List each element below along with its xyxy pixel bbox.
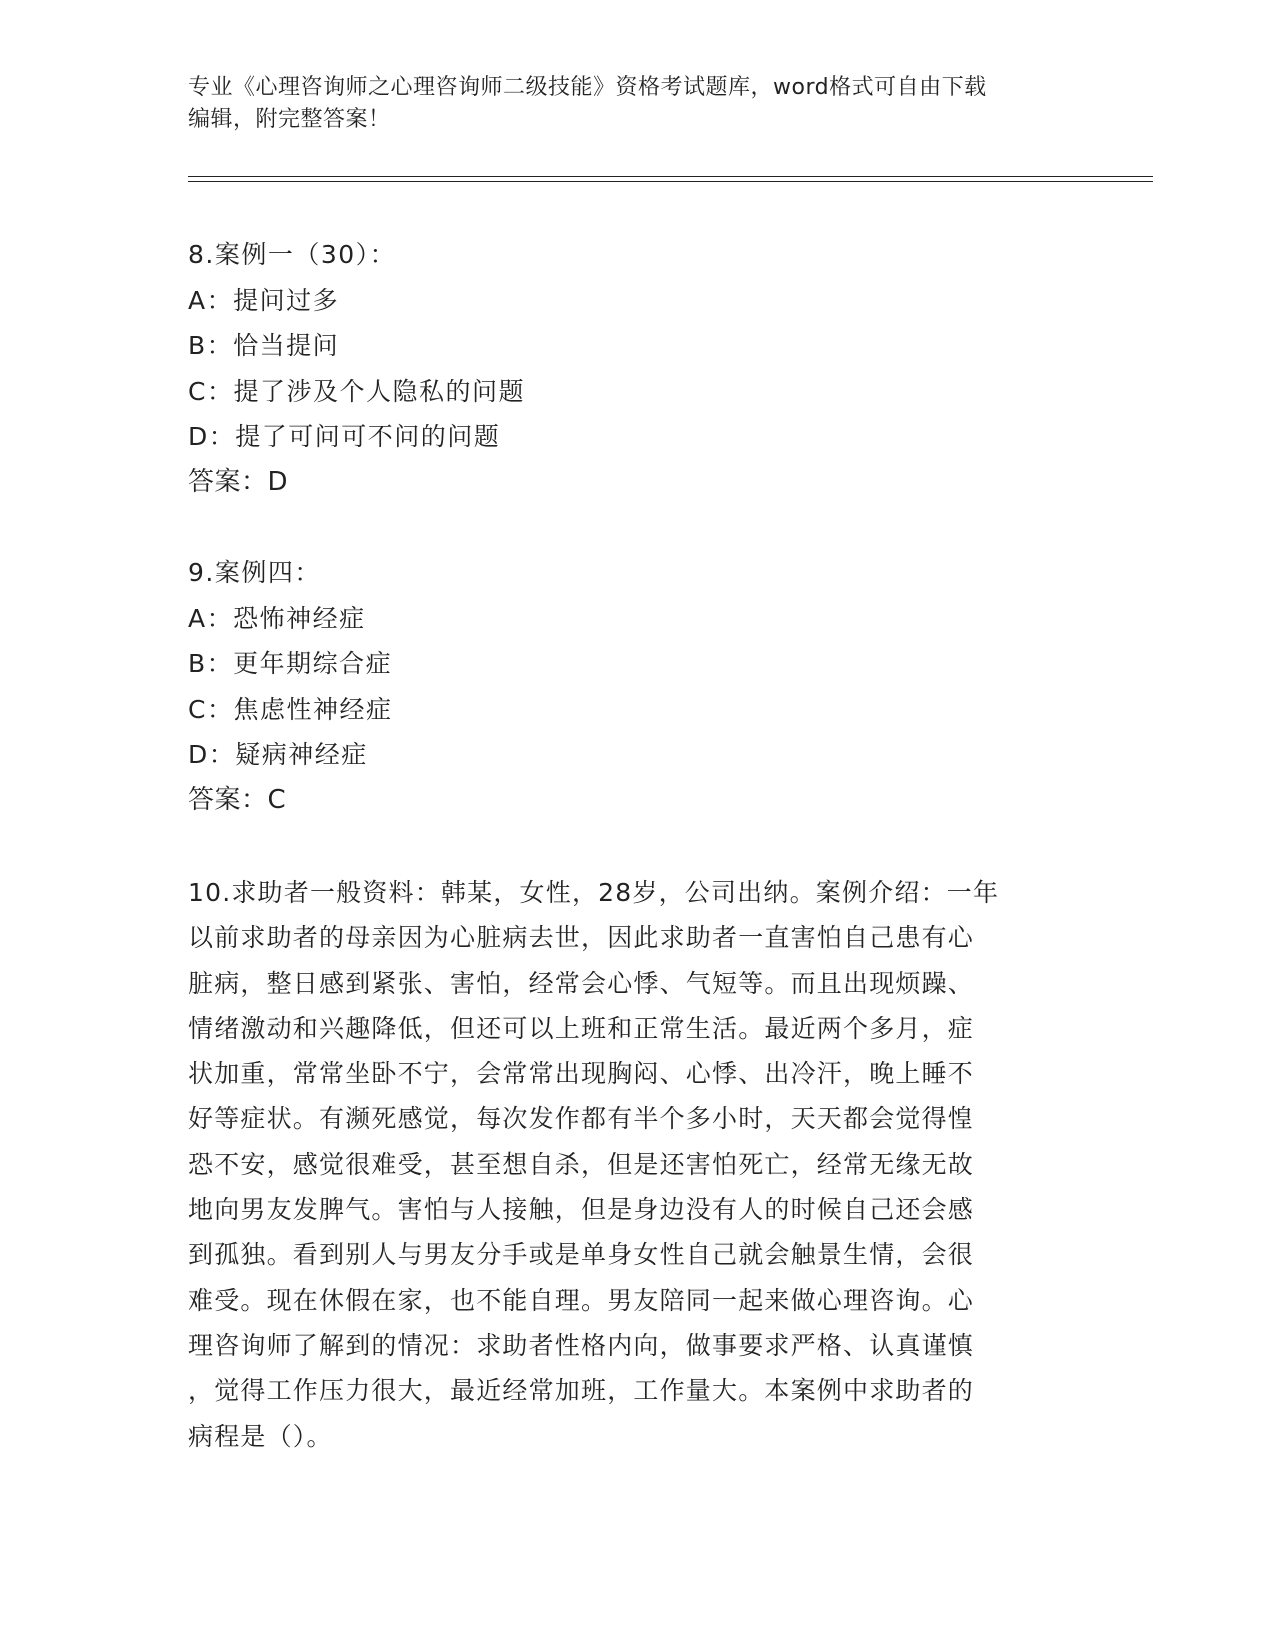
header-line-1: 专业《心理咨询师之心理咨询师二级技能》资格考试题库，word格式可自由下载 — [188, 75, 987, 100]
document-header — [188, 72, 1088, 136]
question-10 — [188, 870, 1093, 1459]
option-d: D：提了可问可不问的问题 — [188, 422, 501, 451]
question-stem-line: 到孤独。看到别人与男友分手或是单身女性自己就会触景生情，会很 — [188, 1240, 975, 1270]
question-stem: 9.案例四： — [188, 558, 321, 587]
question-stem-line: 以前求助者的母亲因为心脏病去世，因此求助者一直害怕自己患有心 — [188, 923, 975, 953]
question-stem-line: 脏病，整日感到紧张、害怕，经常会心悸、气短等。而且出现烦躁、 — [188, 968, 975, 998]
question-stem-line: ，觉得工作压力很大，最近经常加班，工作量大。本案例中求助者的 — [188, 1376, 975, 1406]
question-stem-line: 难受。现在休假在家，也不能自理。男友陪同一起来做心理咨询。心 — [188, 1285, 975, 1315]
question-stem-line: 情绪激动和兴趣降低，但还可以上班和正常生活。最近两个多月，症 — [188, 1013, 975, 1043]
answer-line: 答案：D — [188, 466, 289, 497]
option-a: A：恐怖神经症 — [188, 603, 366, 633]
answer-line: 答案：C — [188, 784, 287, 815]
option-c: C：提了涉及个人隐私的问题 — [188, 376, 525, 406]
question-stem-line: 地向男友发脾气。害怕与人接触，但是身边没有人的时候自己还会感 — [188, 1195, 975, 1225]
question-stem-line: 好等症状。有濒死感觉，每次发作都有半个多小时，天天都会觉得惶 — [188, 1104, 975, 1134]
header-line-2: 编辑，附完整答案！ — [188, 107, 391, 132]
question-stem: 8.案例一（30）： — [188, 240, 397, 269]
option-a: A：提问过多 — [188, 285, 340, 315]
question-stem-line: 病程是（）。 — [188, 1421, 333, 1451]
option-c: C：焦虑性神经症 — [188, 694, 393, 724]
question-9 — [188, 550, 1088, 823]
option-d: D：疑病神经症 — [188, 740, 368, 769]
question-stem-line: 恐不安，感觉很难受，甚至想自杀，但是还害怕死亡，经常无缘无故 — [188, 1149, 975, 1179]
option-b: B：更年期综合症 — [188, 649, 393, 678]
question-stem-line: 状加重，常常坐卧不宁，会常常出现胸闷、心悸、出冷汗，晚上睡不 — [188, 1059, 975, 1089]
header-divider-top — [188, 176, 1153, 177]
question-stem-line: 10.求助者一般资料：韩某，女性，28岁，公司出纳。案例介绍：一年 — [188, 878, 1000, 907]
option-b: B：恰当提问 — [188, 331, 340, 360]
question-8 — [188, 232, 1088, 505]
question-stem-line: 理咨询师了解到的情况：求助者性格内向，做事要求严格、认真谨慎 — [188, 1330, 975, 1360]
header-divider-bottom — [188, 181, 1153, 182]
